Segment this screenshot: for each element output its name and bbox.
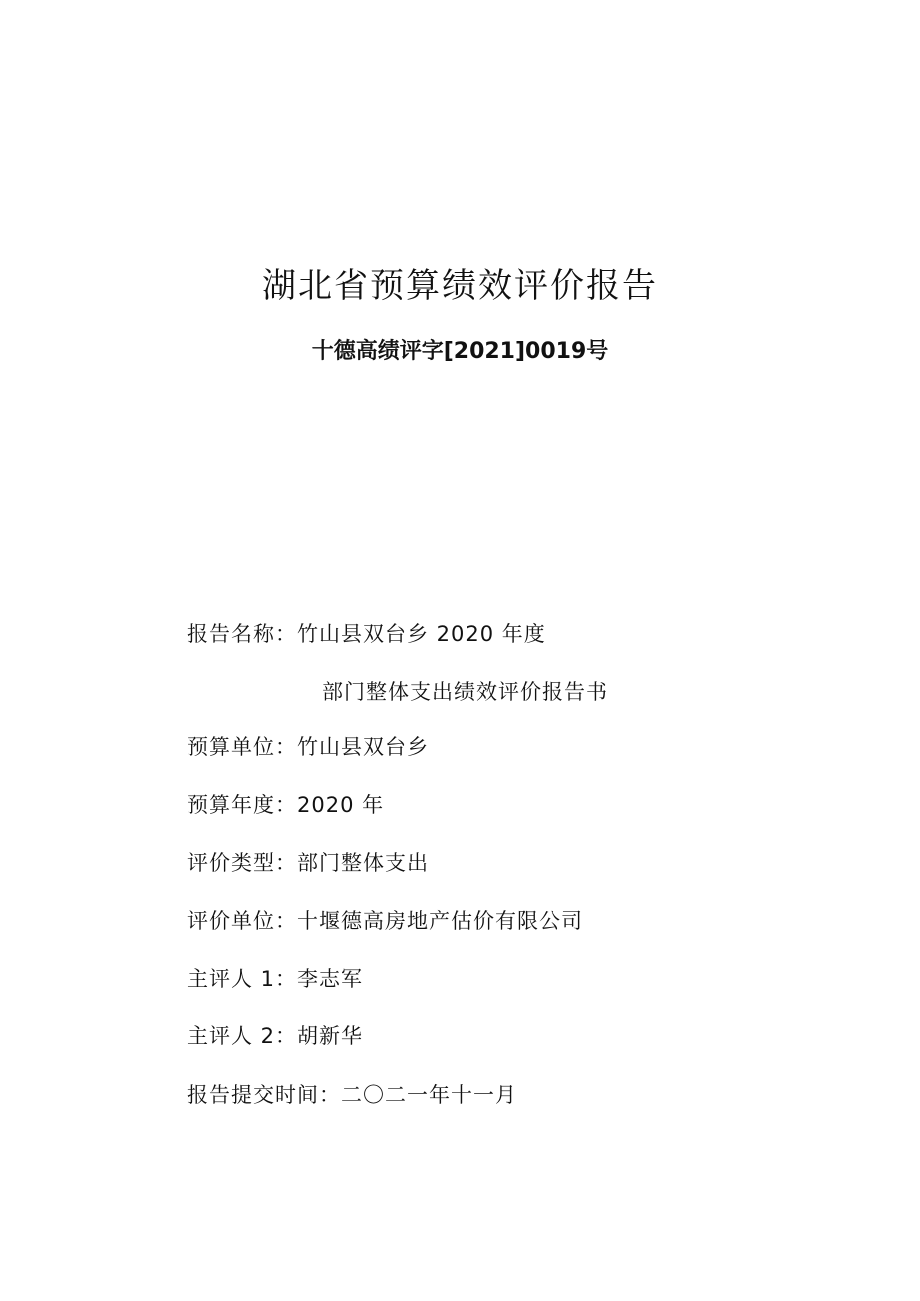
evaluation-type-label: 评价类型：	[187, 851, 297, 875]
evaluator-1-value: 李志军	[297, 967, 364, 991]
budget-unit-field	[187, 731, 429, 761]
evaluator-2-label: 主评人 2：	[187, 1024, 298, 1048]
evaluator-1-label: 主评人 1：	[187, 967, 298, 991]
evaluation-type-field	[187, 847, 429, 877]
budget-unit-value: 竹山县双台乡	[297, 735, 429, 759]
budget-year-value: 2020 年	[297, 793, 385, 817]
evaluation-unit-value: 十堰德高房地产估价有限公司	[297, 909, 583, 933]
evaluation-unit-field	[187, 905, 583, 935]
document-number: 十德高绩评字[2021]0019号	[311, 339, 609, 364]
report-name-label: 报告名称：	[187, 622, 297, 646]
submit-time-field	[187, 1079, 517, 1109]
submit-time-label: 报告提交时间：	[187, 1083, 341, 1107]
budget-year-label: 预算年度：	[187, 793, 297, 817]
report-title: 湖北省预算绩效评价报告	[262, 266, 658, 306]
evaluator-2-field	[187, 1020, 363, 1050]
submit-time-value: 二〇二一年十一月	[341, 1083, 517, 1107]
budget-year-field	[187, 789, 384, 819]
report-name-continuation: 部门整体支出绩效评价报告书	[322, 680, 608, 704]
evaluation-unit-label: 评价单位：	[187, 909, 297, 933]
report-name-value: 竹山县双台乡 2020 年度	[297, 622, 546, 646]
budget-unit-label: 预算单位：	[187, 735, 297, 759]
evaluation-type-value: 部门整体支出	[297, 851, 429, 875]
evaluator-2-value: 胡新华	[297, 1024, 364, 1048]
evaluator-1-field	[187, 963, 363, 993]
report-name-field	[187, 618, 546, 648]
